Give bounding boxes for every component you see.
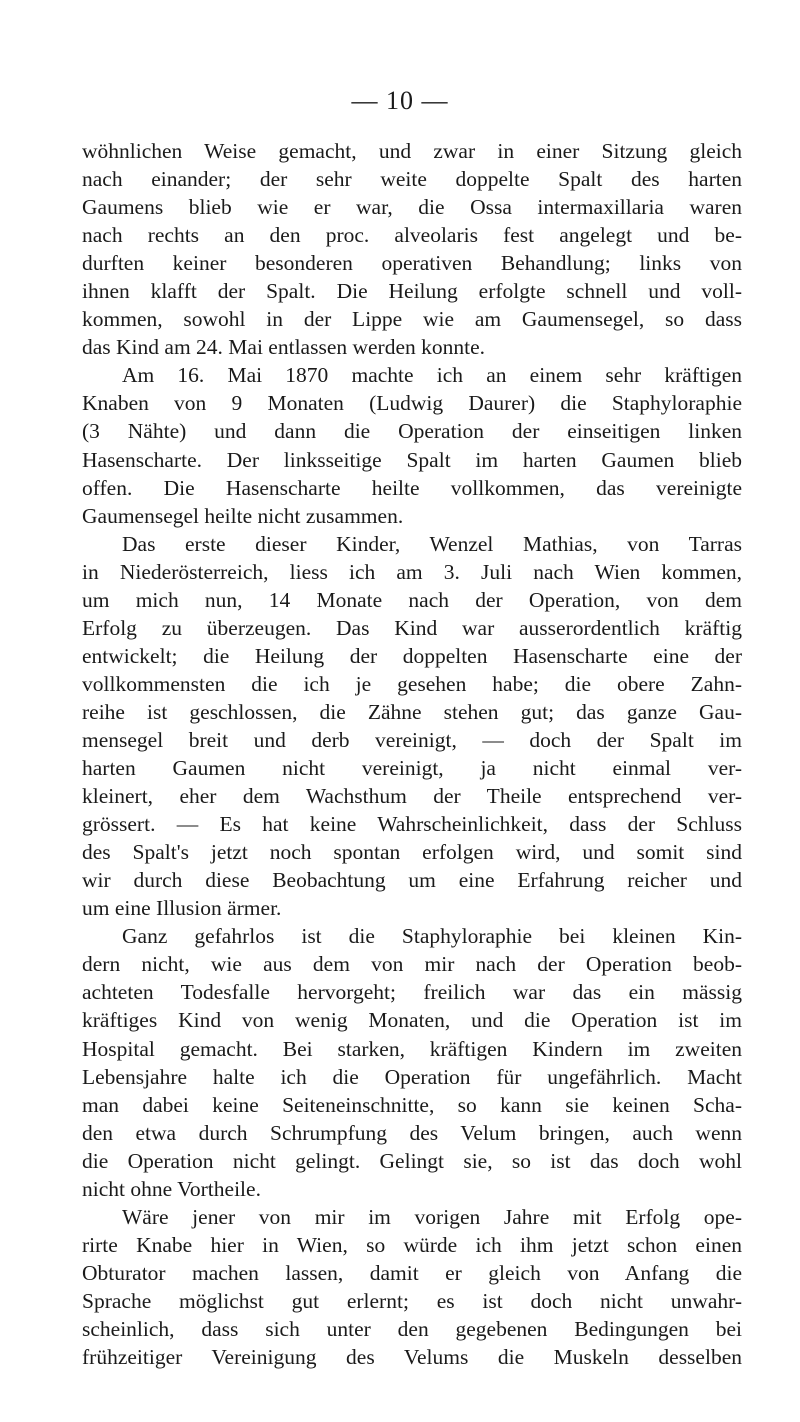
text-line: entwickelt; die Heilung der doppelten Hasenscharte eine der (82, 643, 742, 668)
text-line: nicht ohne Vortheile. (82, 1176, 261, 1201)
text-line: die Operation nicht gelingt. Gelingt sie, so ist das doch wohl (82, 1148, 742, 1173)
body-text (82, 137, 742, 1371)
text-line: durften keiner besonderen operativen Behandlung; links von (82, 251, 742, 276)
text-line: kräftiges Kind von wenig Monaten, und die Operation ist im (82, 1008, 742, 1033)
page-number: — 10 — (351, 86, 449, 115)
text-line: scheinlich, dass sich unter den gegebenen Bedingungen bei (82, 1316, 742, 1341)
text-line: achteten Todesfalle hervorgeht; freilich war das ein mässig (82, 980, 742, 1005)
text-line: um eine Illusion ärmer. (82, 896, 282, 921)
text-line: Hasenscharte. Der linksseitige Spalt im harten Gaumen blieb (82, 447, 742, 472)
text-line: wöhnlichen Weise gemacht, und zwar in einer Sitzung gleich (82, 139, 742, 163)
text-line: kleinert, eher dem Wachsthum der Theile entsprechend ver- (82, 784, 742, 809)
text-line: Hospital gemacht. Bei starken, kräftigen Kindern im zweiten (82, 1036, 742, 1061)
text-line: um mich nun, 14 Monate nach der Operation, von dem (82, 587, 742, 612)
text-line: des Spalt's jetzt noch spontan erfolgen wird, und somit sind (82, 840, 742, 865)
text-line: Knaben von 9 Monaten (Ludwig Daurer) die Staphyloraphie (82, 391, 742, 416)
text-line: man dabei keine Seiteneinschnitte, so kann sie keinen Scha- (82, 1092, 742, 1117)
text-line: Ganz gefahrlos ist die Staphyloraphie bei kleinen Kin- (122, 924, 742, 949)
text-line: vollkommensten die ich je gesehen habe; die obere Zahn- (82, 671, 742, 696)
text-line: kommen, sowohl in der Lippe wie am Gaumensegel, so dass (82, 307, 742, 332)
text-line: Das erste dieser Kinder, Wenzel Mathias, von Tarras (122, 531, 742, 556)
text-line: wir durch diese Beobachtung um eine Erfahrung reicher und (82, 868, 742, 893)
text-line: rirte Knabe hier in Wien, so würde ich ihm jetzt schon einen (82, 1232, 742, 1257)
text-line: grössert. — Es hat keine Wahrscheinlichkeit, dass der Schluss (82, 812, 742, 837)
text-line: Obturator machen lassen, damit er gleich von Anfang die (82, 1260, 742, 1285)
text-line: mensegel breit und derb vereinigt, — doch der Spalt im (82, 727, 742, 752)
text-line: Gaumensegel heilte nicht zusammen. (82, 503, 404, 528)
text-line: in Niederösterreich, liess ich am 3. Juli nach Wien kommen, (82, 559, 742, 584)
text-line: den etwa durch Schrumpfung des Velum bringen, auch wenn (82, 1120, 742, 1145)
text-line: das Kind am 24. Mai entlassen werden konnte. (82, 335, 486, 360)
text-line: (3 Nähte) und dann die Operation der einseitigen linken (82, 419, 742, 444)
text-line: offen. Die Hasenscharte heilte vollkommen, das vereinigte (82, 475, 742, 500)
text-line: Gaumens blieb wie er war, die Ossa intermaxillaria waren (82, 195, 742, 220)
text-line: dern nicht, wie aus dem von mir nach der Operation beob- (82, 952, 742, 977)
text-line: Lebensjahre halte ich die Operation für ungefährlich. Macht (82, 1064, 742, 1089)
text-line: nach einander; der sehr weite doppelte Spalt des harten (82, 167, 742, 192)
text-line: Am 16. Mai 1870 machte ich an einem sehr kräftigen (122, 363, 742, 388)
text-line: frühzeitiger Vereinigung des Velums die Muskeln desselben (82, 1345, 742, 1370)
text-line: Wäre jener von mir im vorigen Jahre mit Erfolg ope- (122, 1204, 742, 1229)
text-line: harten Gaumen nicht vereinigt, ja nicht einmal ver- (82, 756, 742, 781)
text-line: reihe ist geschlossen, die Zähne stehen gut; das ganze Gau- (82, 699, 742, 724)
text-line: Sprache möglichst gut erlernt; es ist doch nicht unwahr- (82, 1288, 742, 1313)
text-line: nach rechts an den proc. alveolaris fest angelegt und be- (82, 223, 742, 248)
text-line: Erfolg zu überzeugen. Das Kind war ausserordentlich kräftig (82, 615, 742, 640)
text-line: ihnen klafft der Spalt. Die Heilung erfolgte schnell und voll- (82, 279, 742, 304)
